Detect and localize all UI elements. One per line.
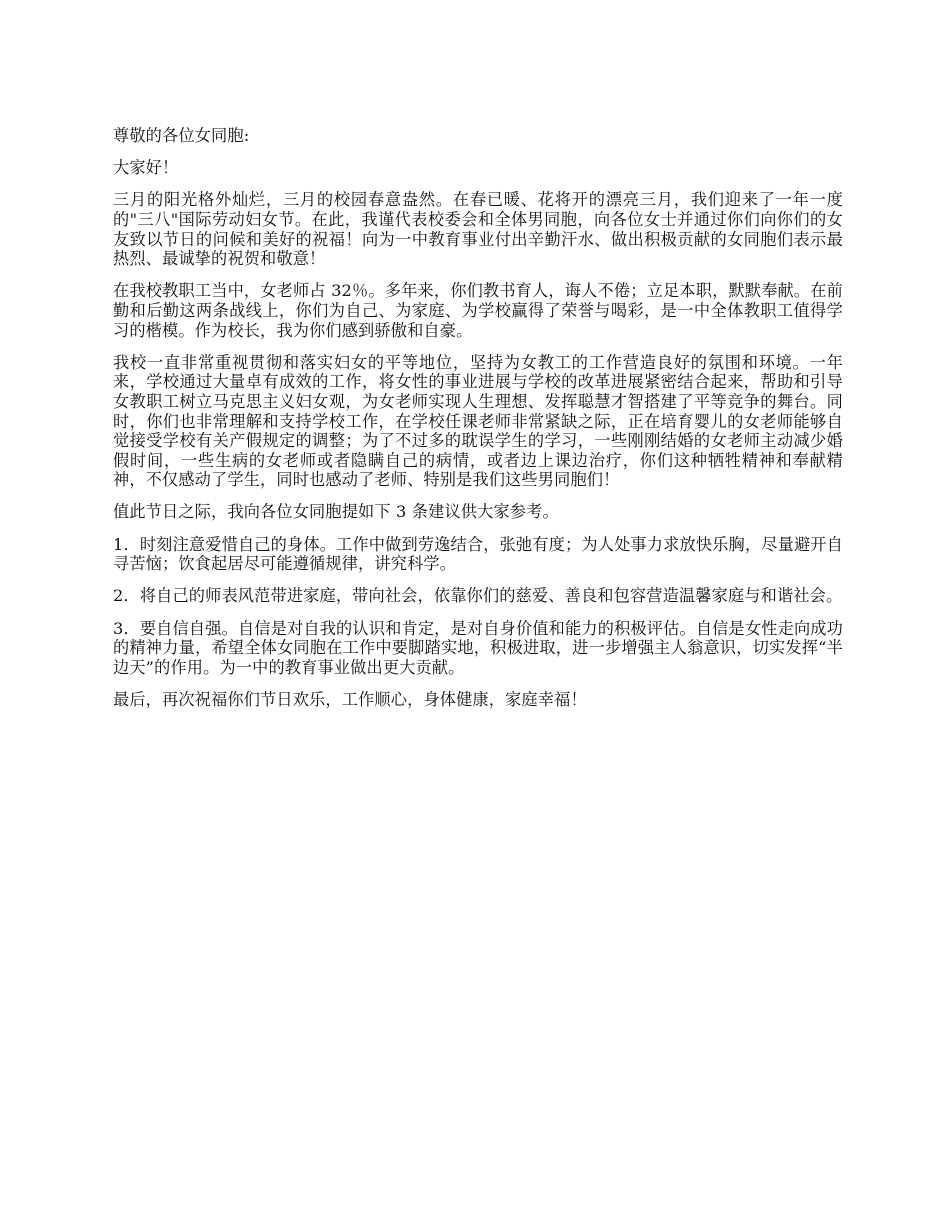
salutation: 尊敬的各位女同胞: (113, 126, 250, 145)
paragraph-staff: 在我校教职工当中，女老师占 32％。多年来，你们教书育人，诲人不倦；立足本职，默默奉献。在前勤和后勤这两条战线上，你们为自己、为家庭、为学校赢得了荣誉与喝彩，是一中全体教职工值得学习的楷模。作为校长，我为你们感到骄傲和自豪。 (113, 281, 843, 340)
paragraph-opening: 三月的阳光格外灿烂，三月的校园春意盎然。在春已暖、花将开的漂亮三月，我们迎来了一年一度的"三八"国际劳动妇女节。在此，我谨代表校委会和全体男同胞，向各位女士并通过你们向你们的女友致以节日的问候和美好的祝福！向为一中教育事业付出辛勤汗水、做出积极贡献的女同胞们表示最热烈、最诚挚的祝贺和敬意！ (113, 190, 843, 269)
suggestion-item: 1．时刻注意爱惜自己的身体。工作中做到劳逸结合，张弛有度；为人处事力求放快乐胸，尽量避开自寻苦恼；饮食起居尽可能遵循规律，讲究科学。 (113, 534, 843, 574)
paragraph-equality: 我校一直非常重视贯彻和落实妇女的平等地位，坚持为女教工的工作营造良好的氛围和环境。一年来，学校通过大量卓有成效的工作，将女性的事业进展与学校的改革进展紧密结合起来，帮助和引导女教职工树立马克思主义妇女观，为女老师实现人生理想、发挥聪慧才智搭建了平等竞争的舞台。同时，你们也非常理解和支持学校工作，在学校任课老师非常紧缺之际，正在培育婴儿的女老师能够自觉接受学校有关产假规定的调整；为了不过多的耽误学生的学习，一些刚刚结婚的女老师主动减少婚假时间，一些生病的女老师或者隐瞒自己的病情，或者边上课边治疗，你们这种牺牲精神和奉献精神，不仅感动了学生，同时也感动了老师、特别是我们这些男同胞们！ (113, 352, 843, 490)
greeting: 大家好！ (113, 158, 179, 178)
suggestion-item: 2．将自己的师表风范带进家庭，带向社会，依靠你们的慈爱、善良和包容营造温馨家庭与和谐社会。 (113, 586, 843, 606)
suggestion-item: 3．要自信自强。自信是对自我的认识和肯定，是对自身价值和能力的积极评估。自信是女性走向成功的精神力量，希望全体女同胞在工作中要脚踏实地，积极进取，进一步增强主人翁意识，切实发挥“半边天”的作用。为一中的教育事业做出更大贡献。 (113, 618, 843, 677)
paragraph-suggestions-intro: 值此节日之际，我向各位女同胞提如下 3 条建议供大家参考。 (113, 502, 559, 522)
letter-body (113, 126, 843, 722)
closing: 最后，再次祝福你们节日欢乐，工作顺心，身体健康，家庭幸福！ (113, 690, 587, 709)
